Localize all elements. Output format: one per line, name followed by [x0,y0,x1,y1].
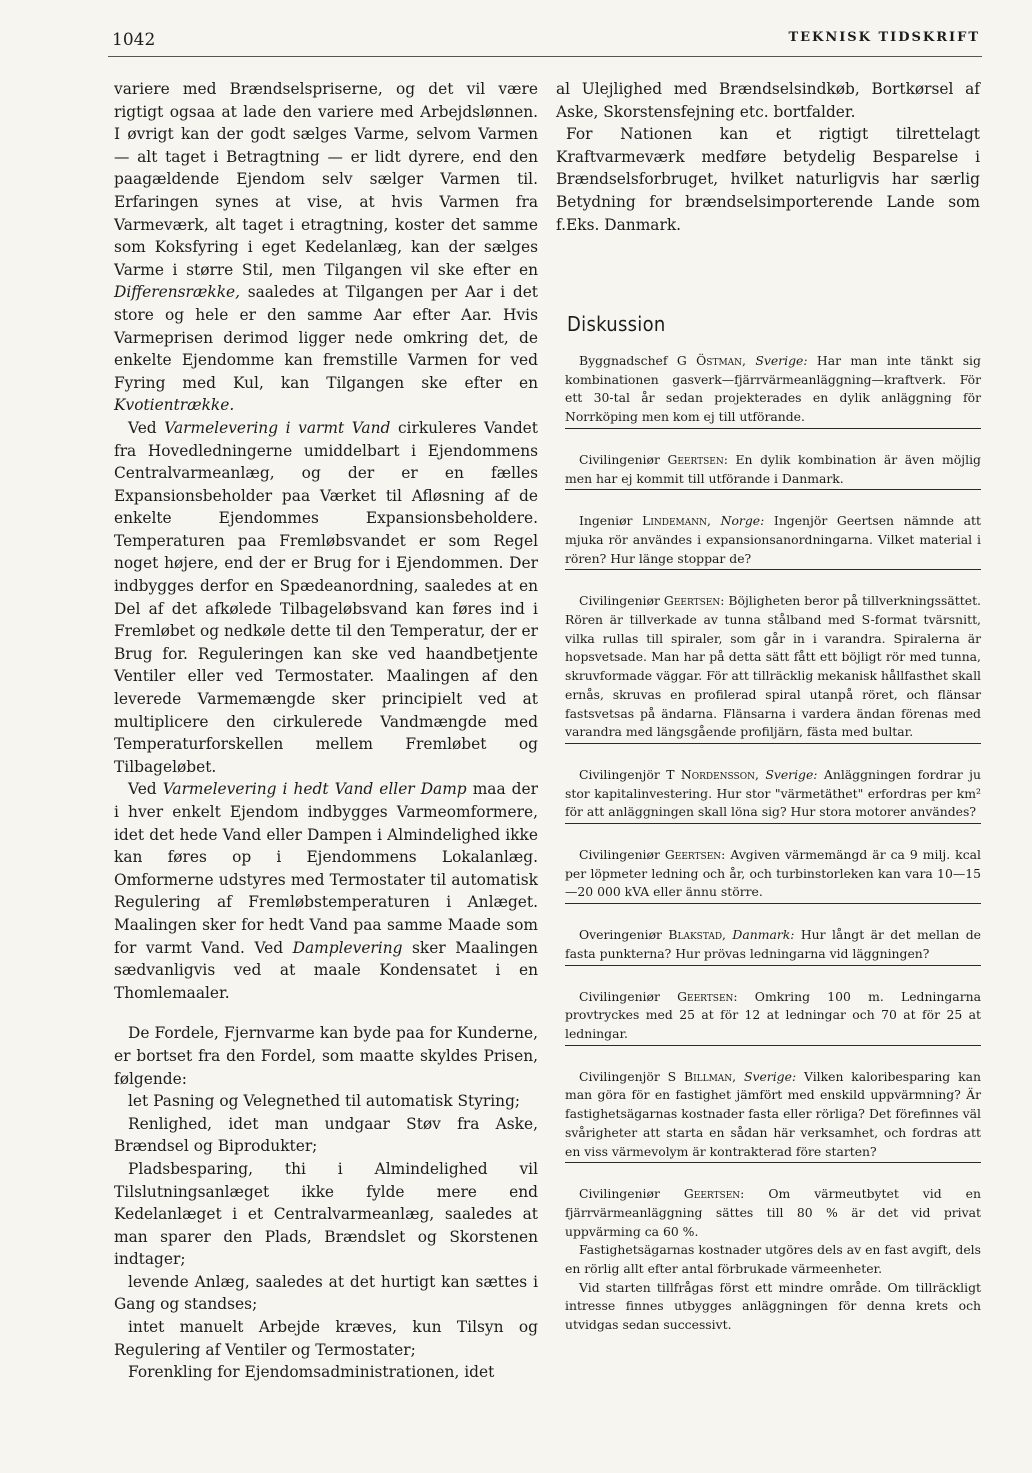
left-paragraph-4: De Fordele, Fjernvarme kan byde paa for Kunderne, er bortset fra den Fordel, som maatte skyldes Prisen, følgende: [114,1024,538,1088]
emphasis: Damplevering [292,938,403,957]
speaker-title: Overingeniør [579,927,662,943]
entry-text: En dylik kombination är även möjlig men har ej kommit till utförande i Danmark. [565,451,981,486]
text-run: cirkuleres Vandet fra Hovedledningerne umiddelbart i Ejendommens Centralvarmeanlæg, og der er en fælles Expansionsbeholder paa Værket til Afløsning af de enkelte Ejendommes Expansionsbeholdere. Temperaturen paa Fremløbsvandet er som Regel noget højere, end der er Brug for i Ejendommen. Der indbygges derfor en Spædeanordning, saaledes at en Del af det afkølede Tilbageløbsvand kan føres ind i Fremløbet og nedkøle dette til den Temperatur, der er Brug for. Reguleringen kan ske ved haandbetjente Ventiler eller ved Termostater. Maalingen af den leverede Varmemængde sker principielt ved at multiplicere den cirkulerede Vandmængde med Temperaturforskellen mellem Fremløbet og Tilbageløbet. [114,418,538,776]
speaker-title: Civilingeniør [579,451,660,467]
discussion-entry [565,512,981,570]
text-run: Ved [128,780,157,799]
entry-text: Anläggningen fordrar ju stor kapitalinvestering. Hur stor "värmetäthet" erfordras per km² för att anläggningen skall löna sig? Hur stora motorer användes? [565,766,981,820]
discussion-entry [565,1185,981,1335]
speaker-name: Billman, [683,1068,737,1084]
emphasis: Varmelevering i hedt Vand eller Damp [162,780,467,799]
text-run: variere med Brændselspriserne, og det vil være rigtigt ogsaa at lade den variere med Arbejdslønnen. I øvrigt kan der godt sælges Varme, selvom Varmen — alt taget i Betragtning — er lidt dyrere, end den paagældende Ejendom selv sælger Varmen til. Erfaringen synes at vise, at hvis Varmen fra Varmeværk, alt taget i etragtning, koster det samme som Koksfyring i eget Kedelanlæg, kan der sælges Varme i større Stil, men Tilgangen vil ske efter en [114,80,538,279]
discussion-heading: Diskussion [567,312,666,336]
speaker-title: Civilingenjör S [579,1068,677,1084]
discussion-entry [565,766,981,824]
left-paragraph-3 [114,778,538,1004]
text-run: maa der i hver enkelt Ejendom indbygges Varmeomformere, idet det hede Vand eller Dampen i Almindelighed ikke kan føres op i Ejendommens Lokalanlæg. Omformerne udstyres med Termostater til automatisk Regulering af Fremløbstemperaturen i Anlæget. Maalingen sker for hedt Vand paa samme Maade som for varmt Vand. Ved [114,780,538,957]
speaker-name: Nordensson, [680,766,759,782]
speaker-country: Sverige: [755,353,808,368]
left-column [114,78,538,1384]
speaker-country: Norge: [720,513,765,529]
entry-text: Avgiven värmemängd är ca 9 milj. kcal per löpmeter ledning och år, och turbinstorleken kan vara 10—15—20 000 kVA eller ännu större. [565,847,981,900]
list-item: intet manuelt Arbejde kræves, kun Tilsyn og Regulering af Ventiler og Termostater; [114,1318,538,1359]
list-item: Renlighed, idet man undgaar Støv fra Aske, Brændsel og Biprodukter; [114,1114,538,1156]
entry-text: Omkring 100 m. Ledningarna provtryckes med 25 at för 12 at ledningar och 70 at för 25 at ledningar. [565,988,981,1041]
text-run: sker Maalingen sædvanligvis ved at maale Kondensatet i en Thomlemaaler. [114,938,538,1002]
running-head: TEKNISK TIDSKRIFT [788,30,980,45]
entry-text: Böjligheten beror på tillverkningssättet. Rören är tillverkade av tunna stålband med S-format tvärsnitt, vilka rullas till spiraler, som går in i varandra. Spiralerna är hopsvetsade. Man har på detta sätt fått ett böjligt rör med tunna, skruvformade väggar. För att tillräcklig mekanisk hållfasthet skall ernås, skruvas en profilerad spiral utanpå röret, och flänsar fastsvetsas på ändarna. Flänsarna i vardera ändan förenas med varandra med längsgående profiljärn, fästa med bultar. [565,593,981,740]
speaker-title: Civilingeniør [579,988,660,1004]
right-paragraph-2: For Nationen kan et rigtigt tilrettelagt Kraftvarmeværk medføre betydelig Besparelse i Brændselsforbruget, hvilket naturligvis har særlig Betydning for brændselsimporterende Lande som f.Eks. Danmark. [556,125,980,234]
header-rule [108,56,982,57]
discussion-entry [565,846,981,904]
speaker-name: Östman, [696,353,746,368]
list-item: Pladsbesparing, thi i Almindelighed vil Tilslutningsanlæget ikke fylde mere end Kedelanlæget i et Centralvarmeanlæg, saaledes at man sparer den Plads, Brændslet og Skorstenen indtager; [114,1159,538,1269]
speaker-name: Geertsen: [663,593,725,609]
speaker-name: Geertsen: [667,451,728,467]
discussion-entry [565,451,981,490]
entry-text: Vilken kaloribesparing kan man göra för en fastighet jämfört med enskild uppvärmning? Är fastighetsägarnas kostnader fasta eller rörliga? Det förefinnes väl svårigheter att starta en sådan här verksamhet, och fordras att en viss värmevolym är kontrakterad före starten? [565,1068,981,1159]
speaker-name: Geertsen: [664,847,726,863]
entry-text: Om värmeutbytet vid en fjärrvärmeanläggning sättes till 80 % är det vid privat uppvärming ca 60 %. [565,1186,981,1239]
speaker-title: Civilingeniør [579,847,660,863]
speaker-title: Civilingenjör T [579,766,675,782]
list-item: Forenkling for Ejendomsadministrationen, idet [128,1363,495,1382]
speaker-title: Ingeniør [579,513,633,529]
emphasis: Differensrække, [114,283,241,302]
speaker-name: Blakstad, [668,927,726,943]
right-paragraph-1: al Ulejlighed med Brændselsindkøb, Bortkørsel af Aske, Skorstensfejning etc. bortfalder. [556,80,980,121]
discussion-entry [565,592,981,744]
speaker-name: Geertsen: [677,988,738,1004]
speaker-name: Lindemann, [642,513,711,529]
list-item: let Pasning og Velegnethed til automatisk Styring; [128,1092,521,1111]
discussion-entry [565,926,981,965]
page-number: 1042 [112,30,156,50]
list-item: levende Anlæg, saaledes at det hurtigt kan sættes i Gang og standses; [114,1272,538,1314]
entry-text: Har man inte tänkt sig kombinationen gasverk—fjärrvärmeanläggning—kraftverk. För ett 30-tal år sedan projekterades en dylik anläggning för Norrköping men kom ej till utförande. [565,353,981,425]
discussion-section [565,352,981,1357]
speaker-country: Danmark: [732,927,795,943]
emphasis: Kvotientrække. [114,396,235,415]
discussion-entry [565,352,981,429]
speaker-country: Sverige: [765,766,818,782]
speaker-country: Sverige: [743,1068,797,1084]
text-run: saaledes at Tilgangen per Aar i det store og hele er den samme Aar efter Aar. Hvis Varmeprisen derimod ligger nede omkring det, de enkelte Ejendomme kan fremstille Varmen for ved Fyring med Kul, kan Tilgangen ske efter en [114,283,538,392]
entry-continuation: Vid starten tillfrågas först ett mindre område. Om tillräckligt intresse finnes utbygges anläggningen för denna krets och utvidgas sedan successivt. [565,1279,981,1333]
entry-continuation: Fastighetsägarnas kostnader utgöres dels av en fast avgift, dels en rörlig allt efter antal förbrukade värmeenheter. [565,1242,981,1277]
emphasis: Varmelevering i varmt Vand [164,418,391,437]
left-paragraph-2 [114,417,538,779]
speaker-name: Geertsen: [683,1186,745,1202]
discussion-entry [565,1068,981,1164]
speaker-title: Civilingeniør [579,1186,660,1202]
entry-text: Hur långt är det mellan de fasta punkterna? Hur prövas ledningarna vid läggningen? [565,927,981,961]
right-column-top [556,78,980,236]
text-run: Ved [128,418,157,437]
left-paragraph-1 [114,78,538,417]
discussion-entry [565,988,981,1046]
speaker-title: Byggnadschef G [579,353,687,368]
speaker-title: Civilingeniør [579,593,660,609]
entry-text: Ingenjör Geertsen nämnde att mjuka rör användes i expansionsanordningarna. Vilket material i rören? Hur länge stoppar de? [565,513,981,566]
